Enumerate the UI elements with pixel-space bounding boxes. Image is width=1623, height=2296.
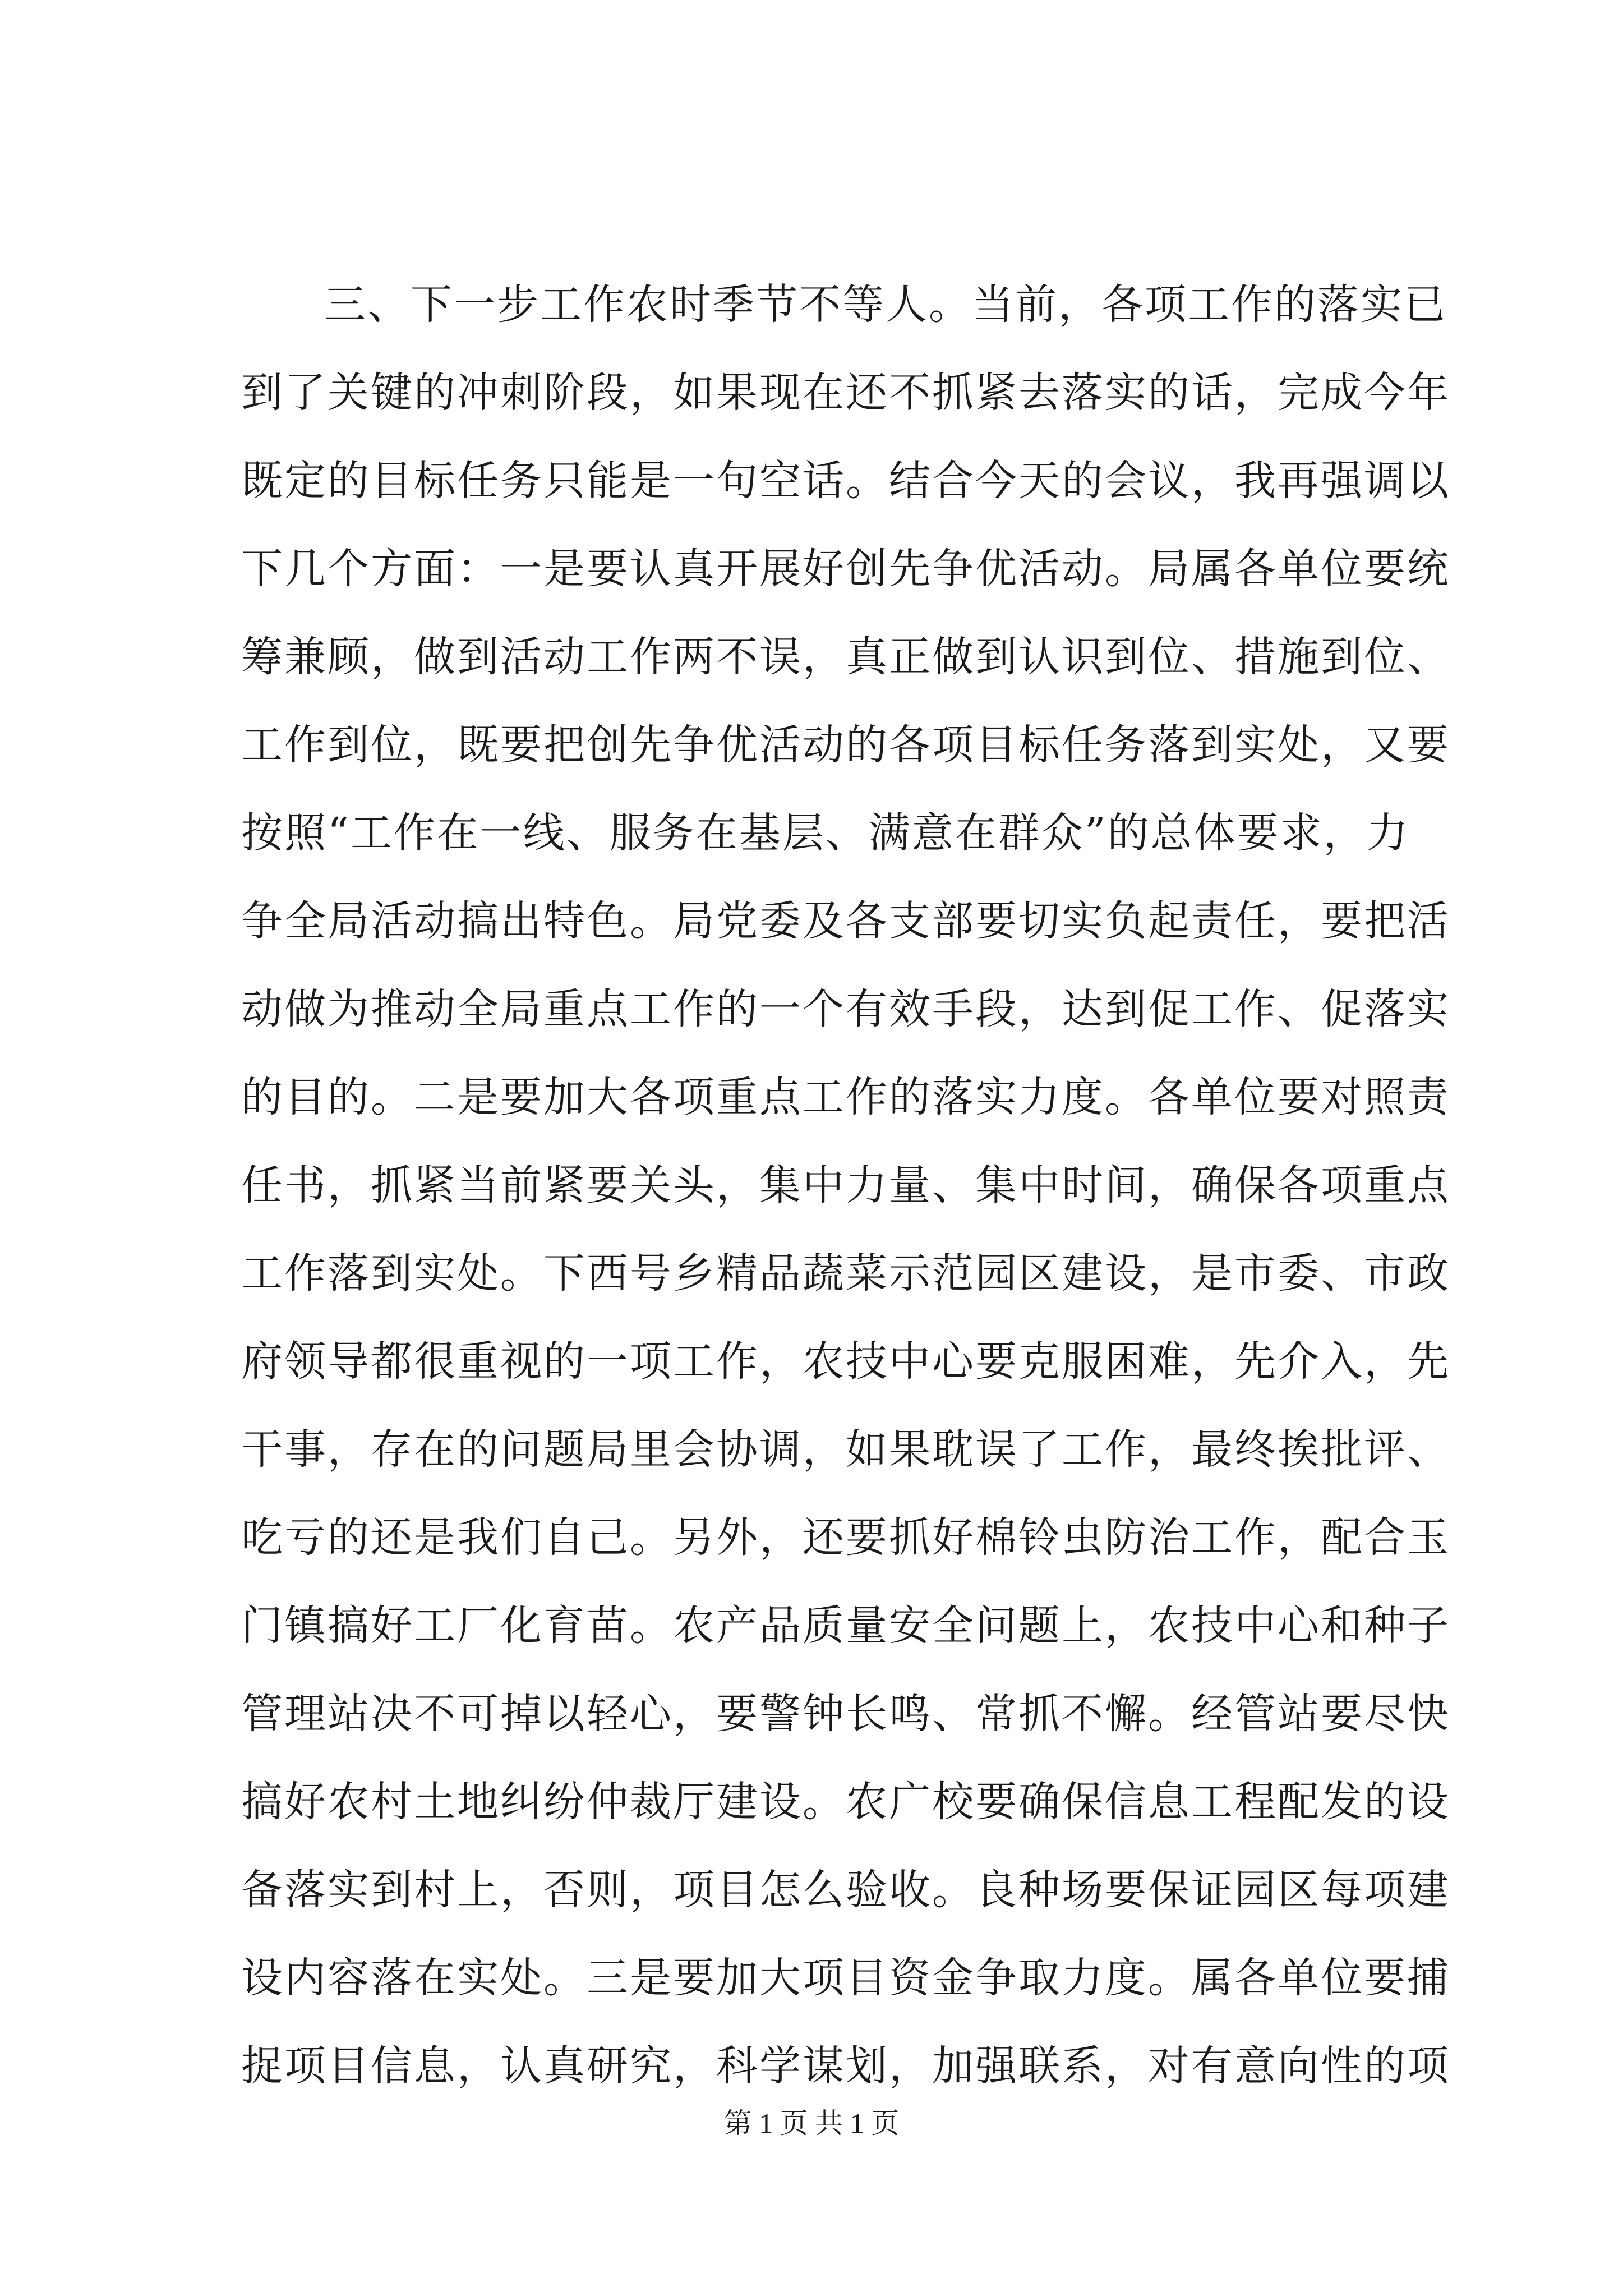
text-line: 下几个方面：一是要认真开展好创先争优活动。局属各单位要统 xyxy=(241,545,1450,593)
text-line: 动做为推动全局重点工作的一个有效手段，达到促工作、促落实 xyxy=(241,985,1450,1033)
text-line: 捉项目信息，认真研究，科学谋划，加强联系，对有意向性的项 xyxy=(241,2042,1450,2090)
text-line: 到了关键的冲刺阶段，如果现在还不抓紧去落实的话，完成今年 xyxy=(241,369,1450,417)
text-line: 搞好农村土地纠纷仲裁厅建设。农广校要确保信息工程配发的设 xyxy=(241,1778,1450,1826)
body-paragraph xyxy=(241,261,1450,2110)
text-line: 按照“工作在一线、服务在基层、满意在群众”的总体要求，力 xyxy=(241,809,1410,857)
text-line: 干事，存在的问题局里会协调，如果耽误了工作，最终挨批评、 xyxy=(241,1425,1450,1474)
text-line: 设内容落在实处。三是要加大项目资金争取力度。属各单位要捕 xyxy=(241,1954,1450,2002)
text-line: 工作落到实处。下西号乡精品蔬菜示范园区建设，是市委、市政 xyxy=(241,1249,1450,1297)
text-line: 工作到位，既要把创先争优活动的各项目标任务落到实处，又要 xyxy=(241,721,1450,769)
page-footer: 第 1 页 共 1 页 xyxy=(723,2108,900,2139)
text-line: 吃亏的还是我们自己。另外，还要抓好棉铃虫防治工作，配合玉 xyxy=(241,1513,1450,1562)
text-line: 管理站决不可掉以轻心，要警钟长鸣、常抓不懈。经管站要尽快 xyxy=(241,1690,1450,1738)
text-line: 门镇搞好工厂化育苗。农产品质量安全问题上，农技中心和种子 xyxy=(241,1602,1450,1650)
text-line: 既定的目标任务只能是一句空话。结合今天的会议，我再强调以 xyxy=(241,457,1450,505)
text-line: 筹兼顾，做到活动工作两不误，真正做到认识到位、措施到位、 xyxy=(241,633,1450,681)
text-line: 府领导都很重视的一项工作，农技中心要克服困难，先介入，先 xyxy=(241,1337,1450,1386)
text-line: 三、下一步工作农时季节不等人。当前，各项工作的落实已 xyxy=(324,280,1447,329)
text-line: 的目的。二是要加大各项重点工作的落实力度。各单位要对照责 xyxy=(241,1073,1450,1121)
text-line: 备落实到村上，否则，项目怎么验收。良种场要保证园区每项建 xyxy=(241,1866,1450,1914)
text-line: 争全局活动搞出特色。局党委及各支部要切实负起责任，要把活 xyxy=(241,897,1450,945)
text-line: 任书，抓紧当前紧要关头，集中力量、集中时间，确保各项重点 xyxy=(241,1161,1450,1209)
